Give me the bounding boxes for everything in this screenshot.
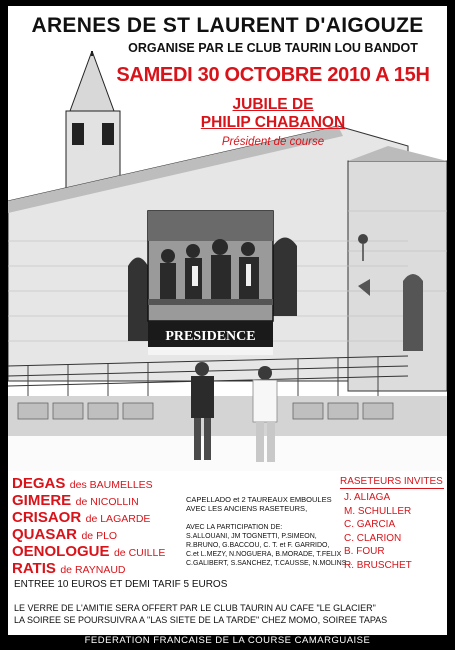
list-item: J. ALIAGA [344, 492, 391, 503]
list-item: CRISAOR de LAGARDE [12, 509, 151, 526]
participation-list [186, 523, 353, 568]
ticket-price: ENTREE 10 EUROS ET DEMI TARIF 5 EUROS [14, 579, 228, 590]
list-item: B. FOUR [344, 546, 385, 557]
list-item: GIMERE de NICOLLIN [12, 492, 139, 509]
jubile-name: PHILIP CHABANON [200, 114, 346, 131]
list-item: OENOLOGUE de CUILLE [12, 543, 166, 560]
list-item: C.GALIBERT, S.SANCHEZ, T.CAUSSE, N.MOLINS... [186, 560, 353, 567]
president-caption: Président de course [221, 136, 325, 148]
event-date: SAMEDI 30 OCTOBRE 2010 A 15H [116, 64, 430, 86]
list-item: C. GARCIA [344, 519, 396, 530]
poster-sheet [8, 6, 447, 642]
participation-title: AVEC LA PARTICIPATION DE: [186, 524, 283, 531]
list-item: C.et L.MEZY, N.NOGUERA, B.MORADE, T.FELIX [186, 551, 342, 558]
raseteurs-box [340, 476, 444, 572]
jubile-heading: JUBILE DE [232, 96, 314, 113]
list-item: M. SCHULLER [344, 505, 412, 517]
list-item: C. CLARION [344, 532, 402, 544]
capellado-text: CAPELLADO et 2 TAUREAUX EMBOULES AVEC LES ANCIENS RASETEURS, [186, 495, 332, 513]
list-item: S.ALLOUANI, JM TOGNETTI, P.SIMEON, [186, 533, 317, 540]
bull-list [12, 475, 192, 577]
list-item: R.BRUNO, G.BACCOU, C. T. et F. GARRIDO, [186, 542, 330, 549]
federation-footer: FEDERATION FRANCAISE DE LA COURSE CAMARGUAISE [8, 635, 447, 647]
list-item: DEGAS des BAUMELLES [12, 475, 153, 492]
arena-title: ARENES DE ST LAURENT D'AIGOUZE [31, 14, 424, 37]
list-item: R. BRUSCHET [344, 559, 412, 571]
presidence-sign-text: PRESIDENCE [165, 329, 256, 344]
raseteurs-title: RASETEURS INVITES [340, 476, 443, 487]
organizer-line: ORGANISE PAR LE CLUB TAURIN LOU BANDOT [128, 41, 418, 55]
list-item: RATIS de RAYNAUD [12, 560, 126, 577]
list-item: QUASAR de PLO [12, 526, 118, 543]
after-party-text: LE VERRE DE L'AMITIE SERA OFFERT PAR LE CLUB TAURIN AU CAFE "LE GLACIER" LA SOIREE SE POURSUIVRA A "LAS SIETE DE LA TARDE" CHEZ MOMO, SOIREE TAPAS [14, 603, 388, 625]
